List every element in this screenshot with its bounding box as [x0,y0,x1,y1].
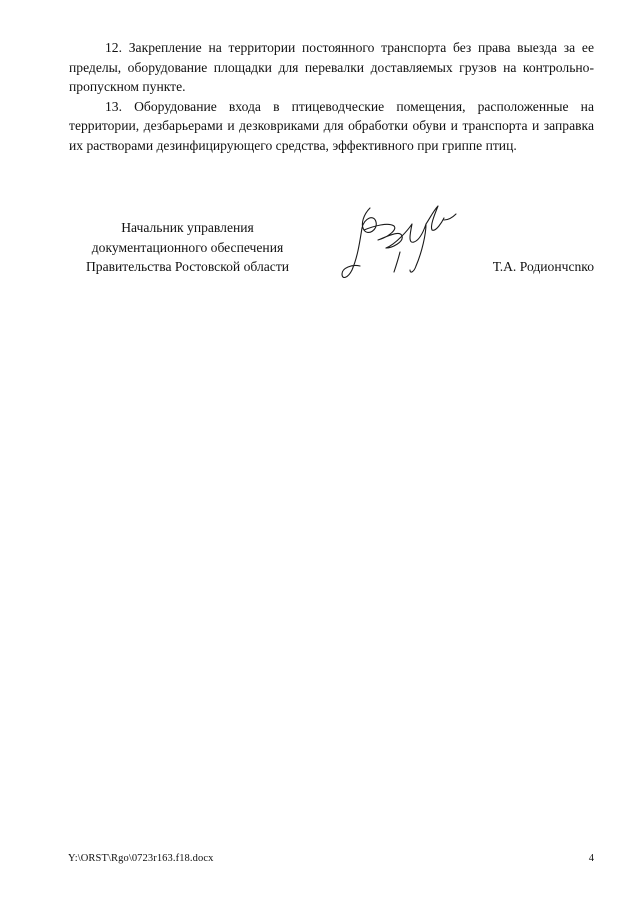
signature-block [0,218,640,298]
signer-name: Т.А. Родиончсnко [492,259,594,274]
footer-file-path: Y:\ORST\Rgo\0723r163.f18.docx [68,853,214,864]
paragraph-13: 13. Оборудование входа в птицеводческие помещения, расположенные на территории, дезбарьерами и дезковриками для обработки обуви и транспорта и заправка их растворами дезинфицирующего средства, эффективного при гриппе птиц. [69,98,594,153]
handwritten-signature [330,200,470,295]
position-line: Начальник управления [121,220,254,235]
position-line: Правительства Ростовской области [85,259,290,274]
signer-position-title [50,218,325,277]
position-line: документационного обеспечения [91,239,284,255]
document-body [69,38,594,155]
page-number: 4 [588,853,594,864]
paragraph-12: 12. Закрепление на территории постоянного транспорта без права выезда за ее пределы, оборудование площадки для перевалки доставляемых грузов на контрольно-пропускном пункте. [69,40,594,94]
